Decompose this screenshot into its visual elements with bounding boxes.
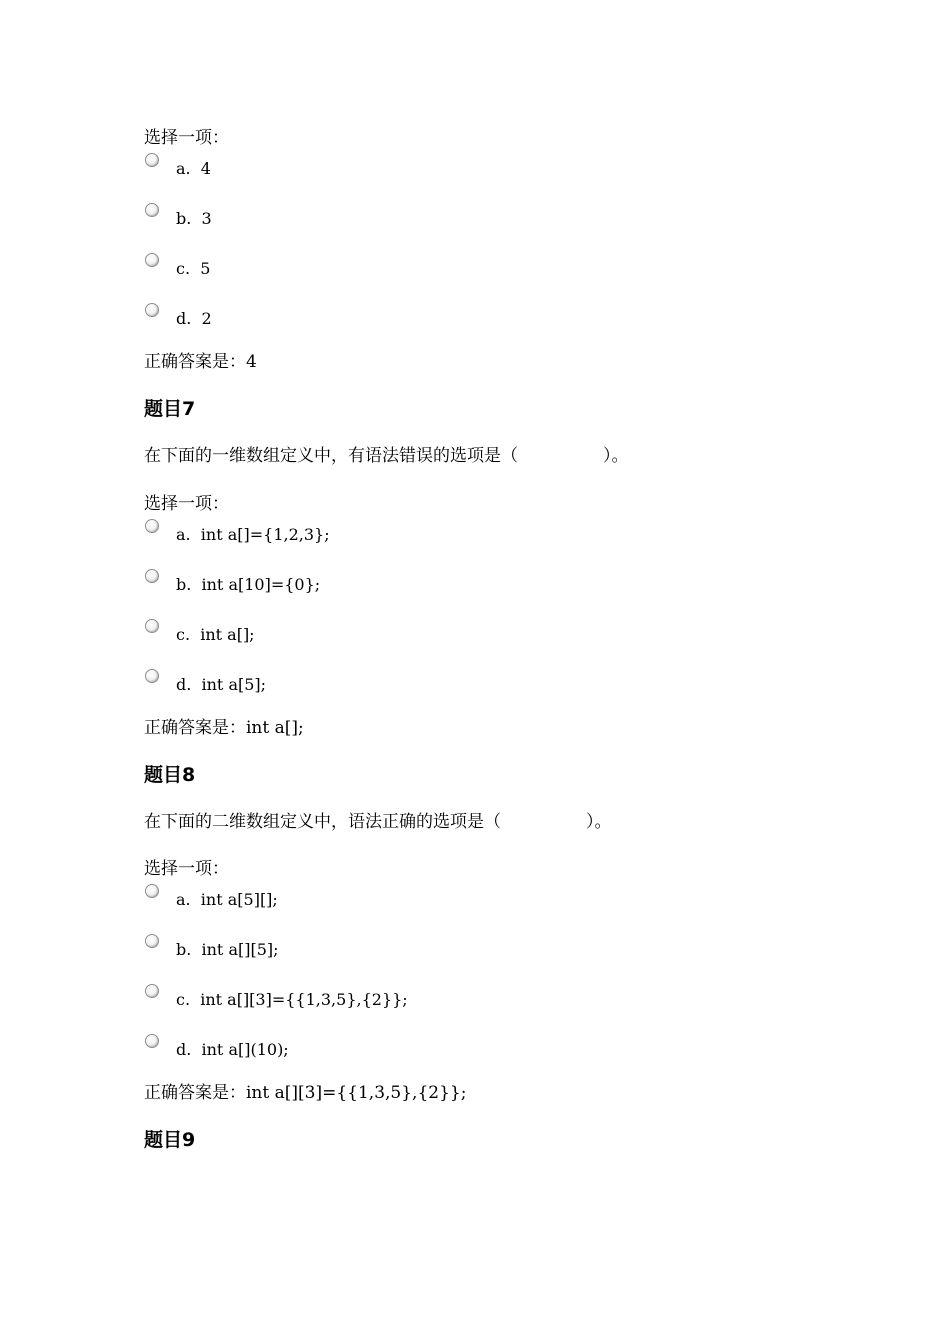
question-text: 在下面的二维数组定义中，语法正确的选项是（ ）。 (144, 812, 612, 832)
radio-button[interactable] (145, 303, 159, 317)
option-text: int a[][3]={{1,3,5},{2}}; (200, 990, 408, 1009)
question-8-choices (144, 859, 904, 879)
option-b[interactable] (144, 203, 904, 253)
option-letter: d. (176, 309, 192, 328)
option-text: int a[](10); (201, 1040, 289, 1059)
option-text: int a[10]={0}; (201, 575, 321, 594)
radio-button[interactable] (145, 203, 159, 217)
option-letter: a. (176, 159, 191, 178)
question-title: 题目7 (144, 398, 196, 420)
choose-one-label: 选择一项： (144, 859, 229, 879)
question-8-options (144, 884, 904, 1084)
radio-button[interactable] (145, 253, 159, 267)
option-letter: c. (176, 625, 191, 644)
option-a[interactable] (144, 519, 904, 569)
option-letter: b. (176, 575, 192, 594)
question-7-choices (144, 494, 904, 514)
question-title: 题目8 (144, 764, 196, 786)
question-7-options (144, 519, 904, 719)
question-7-text (144, 446, 904, 466)
option-a[interactable] (144, 153, 904, 203)
option-text: int a[5]; (201, 675, 267, 694)
question-title: 题目9 (144, 1129, 196, 1151)
radio-button[interactable] (145, 984, 159, 998)
option-c[interactable] (144, 984, 904, 1034)
answer-prefix: 正确答案是： (144, 352, 246, 372)
question-7-title (144, 398, 904, 420)
radio-button[interactable] (145, 884, 159, 898)
option-text: 2 (201, 309, 212, 328)
option-b[interactable] (144, 569, 904, 619)
choose-one-label: 选择一项： (144, 128, 229, 148)
option-b[interactable] (144, 934, 904, 984)
option-letter: d. (176, 1040, 192, 1059)
option-letter: a. (176, 890, 191, 909)
answer-prefix: 正确答案是： (144, 1083, 246, 1103)
question-8-text (144, 812, 904, 832)
radio-button[interactable] (145, 934, 159, 948)
option-c[interactable] (144, 253, 904, 303)
question-6-choices (144, 128, 904, 148)
radio-button[interactable] (145, 569, 159, 583)
option-text: int a[]={1,2,3}; (200, 525, 330, 544)
option-letter: b. (176, 209, 192, 228)
answer-value: int a[]; (246, 718, 304, 738)
option-d[interactable] (144, 669, 904, 719)
radio-button[interactable] (145, 153, 159, 167)
answer-value: int a[][3]={{1,3,5},{2}}; (246, 1083, 467, 1103)
radio-button[interactable] (145, 519, 159, 533)
option-text: int a[][5]; (201, 940, 279, 959)
option-letter: d. (176, 675, 192, 694)
option-letter: b. (176, 940, 192, 959)
correct-answer (144, 718, 904, 738)
radio-button[interactable] (145, 1034, 159, 1048)
question-8-title (144, 764, 904, 786)
question-6-options (144, 153, 904, 353)
question-text: 在下面的一维数组定义中，有语法错误的选项是（ ）。 (144, 446, 629, 466)
answer-value: 4 (246, 352, 257, 372)
option-d[interactable] (144, 1034, 904, 1084)
choose-one-label: 选择一项： (144, 494, 229, 514)
option-text: 3 (201, 209, 212, 228)
option-d[interactable] (144, 303, 904, 353)
option-text: int a[5][]; (200, 890, 278, 909)
option-text: 4 (200, 159, 211, 178)
option-letter: c. (176, 990, 191, 1009)
option-c[interactable] (144, 619, 904, 669)
answer-prefix: 正确答案是： (144, 718, 246, 738)
radio-button[interactable] (145, 669, 159, 683)
option-a[interactable] (144, 884, 904, 934)
option-text: int a[]; (200, 625, 255, 644)
option-text: 5 (200, 259, 211, 278)
option-letter: c. (176, 259, 191, 278)
correct-answer (144, 352, 904, 372)
radio-button[interactable] (145, 619, 159, 633)
question-9-title (144, 1129, 904, 1151)
correct-answer (144, 1083, 904, 1103)
option-letter: a. (176, 525, 191, 544)
